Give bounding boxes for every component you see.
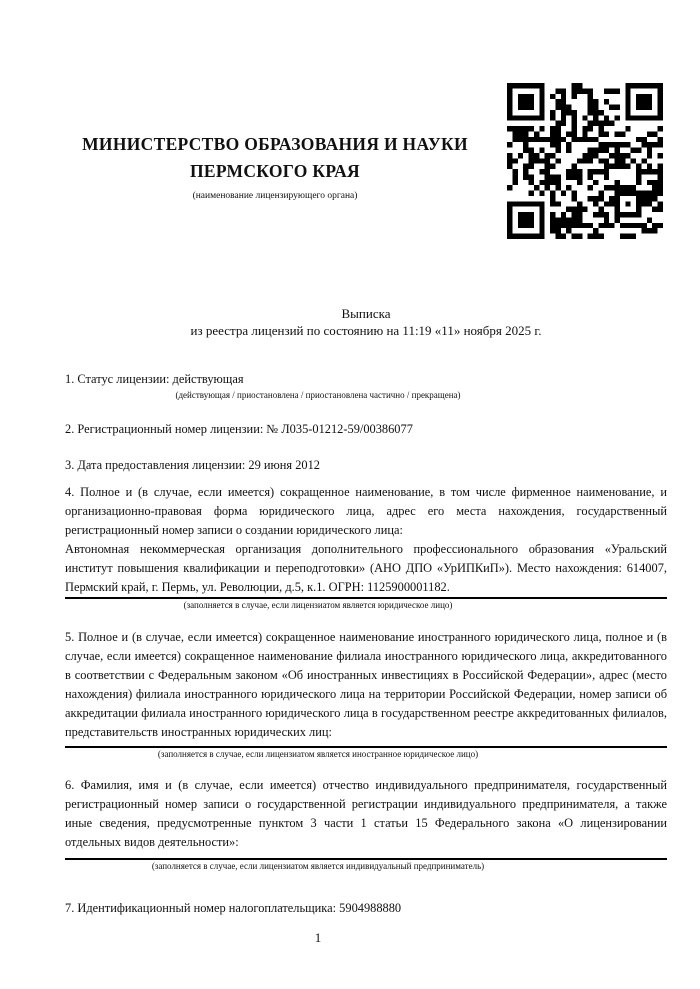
item-4-caption: (заполняется в случае, если лицензиатом является юридическое лицо)	[183, 600, 453, 610]
document-title	[65, 305, 667, 339]
item-4-organization-value: Автономная некоммерческая организация дополнительного профессионального образования «Уральский институт повышения квалификации и переподготовки» (АНО ДПО «УрИПКиП»). Место нахождения: 614007, Пермский край, г. Пермь, ул. Революции, д.5, к.1. ОГРН: 1125900001182.	[65, 542, 667, 594]
qr-code	[507, 83, 663, 239]
item-5-template-text: 5. Полное и (в случае, если имеется) сокращенное наименование иностранного юридического лица, полное и (в случае, если имеется) сокращенное наименование филиала иностранного юридического лица, аккредитованного в соответствии с Федеральным законом «Об иностранных инвестициях в Российской Федерации», адрес (место нахождения) филиала иностранного юридического лица на территории Российской Федерации, номер записи об аккредитации филиала иностранного юридического лица в государственном реестре аккредитованных филиалов, представительств иностранных юридических лиц:	[65, 630, 667, 739]
item-2-registration-number: 2. Регистрационный номер лицензии: № Л035-01212-59/00386077	[65, 422, 413, 436]
ministry-name-line1: МИНИСТЕРСТВО ОБРАЗОВАНИЯ И НАУКИ	[82, 134, 468, 154]
doc-title-line1: Выписка	[341, 306, 391, 321]
item-5-block	[65, 628, 667, 760]
ministry-header	[65, 131, 485, 202]
item-4-template-text: 4. Полное и (в случае, если имеется) сокращенное наименование, в том числе фирменное наименование, и организационно-правовая форма юридического лица, адрес его места нахождения, государственный регистрационный номер записи о создании юридического лица:	[65, 485, 667, 537]
doc-title-line2: из реестра лицензий по состоянию на 11:19 «11» ноября 2025 г.	[190, 323, 542, 338]
document-body	[65, 305, 667, 944]
item-1-status: 1. Статус лицензии: действующая	[65, 372, 244, 386]
ministry-caption: (наименование лицензирующего органа)	[192, 191, 358, 201]
item-3-license-date: 3. Дата предоставления лицензии: 29 июня 2012	[65, 458, 321, 472]
item-4-block	[65, 483, 667, 611]
page-number: 1	[314, 930, 322, 945]
item-5-caption: (заполняется в случае, если лицензиатом является иностранное юридическое лицо)	[157, 749, 479, 759]
item-6-template-text: 6. Фамилия, имя и (в случае, если имеется) отчество индивидуального предпринимателя, государственный регистрационный номер записи о государственной регистрации индивидуального предпринимателя, а также иные сведения, предусмотренные пунктом 3 части 1 статьи 15 Федерального закона «О лицензировании отдельных видов деятельности»:	[65, 778, 667, 849]
item-6-caption: (заполняется в случае, если лицензиатом является индивидуальный предприниматель)	[151, 861, 485, 871]
item-1-caption: (действующая / приостановлена / приостановлена частично / прекращена)	[175, 390, 461, 400]
item-7-taxpayer-number: 7. Идентификационный номер налогоплательщика: 5904988880	[65, 901, 402, 915]
item-6-block	[65, 776, 667, 872]
ministry-name-line2: ПЕРМСКОГО КРАЯ	[190, 161, 360, 181]
